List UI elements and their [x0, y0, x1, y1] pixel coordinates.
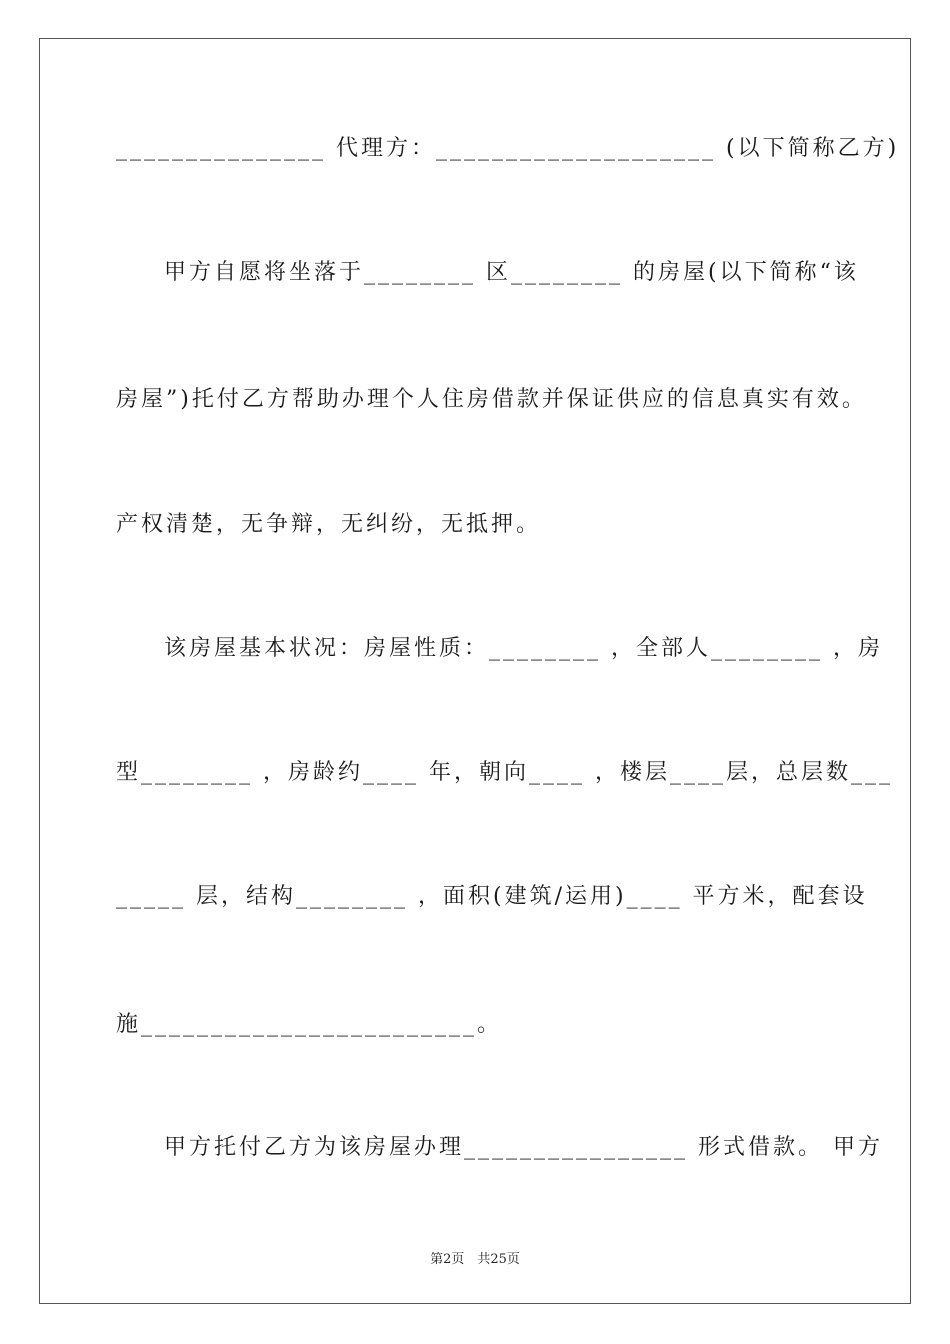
- text-line-property-type: 型________ ，房龄约____ 年，朝向____ ，楼层____层，总层数___: [116, 760, 893, 785]
- page-frame: [39, 38, 911, 1304]
- text-line-structure-area: _____ 层，结构________ ，面积(建筑/运用)____ 平方米，配套设: [116, 884, 868, 909]
- text-line-agent: _______________ 代理方：____________________ (以下简称乙方): [116, 136, 900, 161]
- text-line-facilities: 施________________________。: [116, 1012, 503, 1037]
- page-number: 第2页 共25页: [430, 1252, 520, 1267]
- text-line-entrust-loan: 房屋”)托付乙方帮助办理个人住房借款并保证供应的信息真实有效。: [116, 387, 867, 412]
- text-line-loan-form: 甲方托付乙方为该房屋办理________________ 形式借款。 甲方: [164, 1135, 883, 1160]
- text-line-title-clear: 产权清楚，无争辩，无纠纷，无抵押。: [116, 512, 542, 537]
- text-line-property-location: 甲方自愿将坐落于________ 区________ 的房屋(以下简称“该: [164, 260, 859, 285]
- text-line-property-status: 该房屋基本状况：房屋性质：________ ，全部人________ ，房: [164, 636, 883, 661]
